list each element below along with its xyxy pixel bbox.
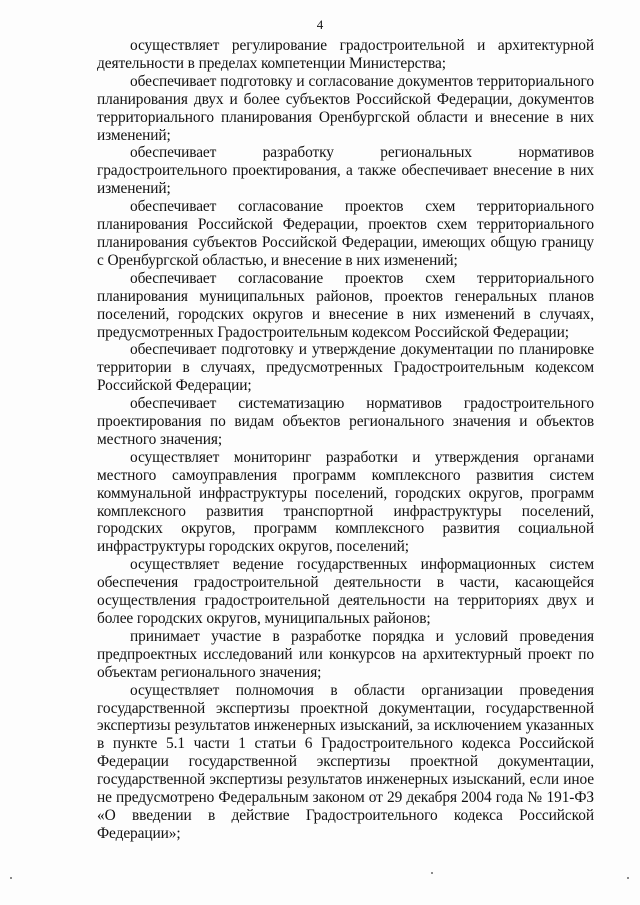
paragraph: обеспечивает разработку региональных нормативов градостроительного проектирования, а также обеспечивает внесение в них изменений; xyxy=(97,144,594,198)
paragraph: обеспечивает согласование проектов схем территориального планирования Российской Федерации, проектов схем территориального планирования субъектов Российской Федерации, имеющих общую границу с Оренбургской областью, и внесение в них изменений; xyxy=(97,198,594,269)
paragraph: обеспечивает согласование проектов схем территориального планирования муниципальных районов, проектов генеральных планов поселений, городских округов и внесение в них изменений в случаях, предусмотренных Градостроительным кодексом Российской Федерации; xyxy=(97,269,594,341)
scan-speck xyxy=(627,877,629,879)
paragraph: обеспечивает подготовку и согласование документов территориального планирования двух и более субъектов Российской Федерации, документов территориального планирования Оренбургской области и внесение в них изменений; xyxy=(97,72,594,144)
scan-speck xyxy=(10,877,12,879)
page-number: 4 xyxy=(316,17,324,32)
paragraph: осуществляет мониторинг разработки и утверждения органами местного самоуправления программ комплексного развития систем коммунальной инфраструктуры поселений, городских округов, программ комплексного развития транспортной инфраструктуры поселений, городских округов, программ комплексного развития социальной инфраструктуры городских округов, поселений; xyxy=(97,448,594,556)
scan-speck xyxy=(431,872,433,874)
paragraph: осуществляет полномочия в области организации проведения государственной экспертизы проектной документации, государственной экспертизы результатов инженерных изысканий, за исключением указанных в пункте 5.1 части 1 статьи 6 Градостроительного кодекса Российской Федерации государственной экспертизы проектной документации, государственной экспертизы результатов инженерных изысканий, если иное не предусмотрено Федеральным законом от 29 декабря 2004 года № 191-ФЗ «О введении в действие Градостроительного кодекса Российской Федерации»; xyxy=(97,681,594,842)
paragraph: осуществляет регулирование градостроительной и архитектурной деятельности в пределах компетенции Министерства; xyxy=(97,37,594,72)
paragraph: принимает участие в разработке порядка и условий проведения предпроектных исследований или конкурсов на архитектурный проект по объектам регионального значения; xyxy=(97,627,594,681)
paragraph: обеспечивает подготовку и утверждение документации по планировке территории в случаях, предусмотренных Градостроительным кодексом Российской Федерации; xyxy=(97,341,594,395)
document-body xyxy=(97,37,594,843)
paragraph: осуществляет ведение государственных информационных систем обеспечения градостроительной деятельности в части, касающейся осуществления градостроительной деятельности на территориях двух и более городских округов, муниципальных районов; xyxy=(97,556,594,627)
paragraph: обеспечивает систематизацию нормативов градостроительного проектирования по видам объектов регионального значения и объектов местного значения; xyxy=(97,395,594,448)
